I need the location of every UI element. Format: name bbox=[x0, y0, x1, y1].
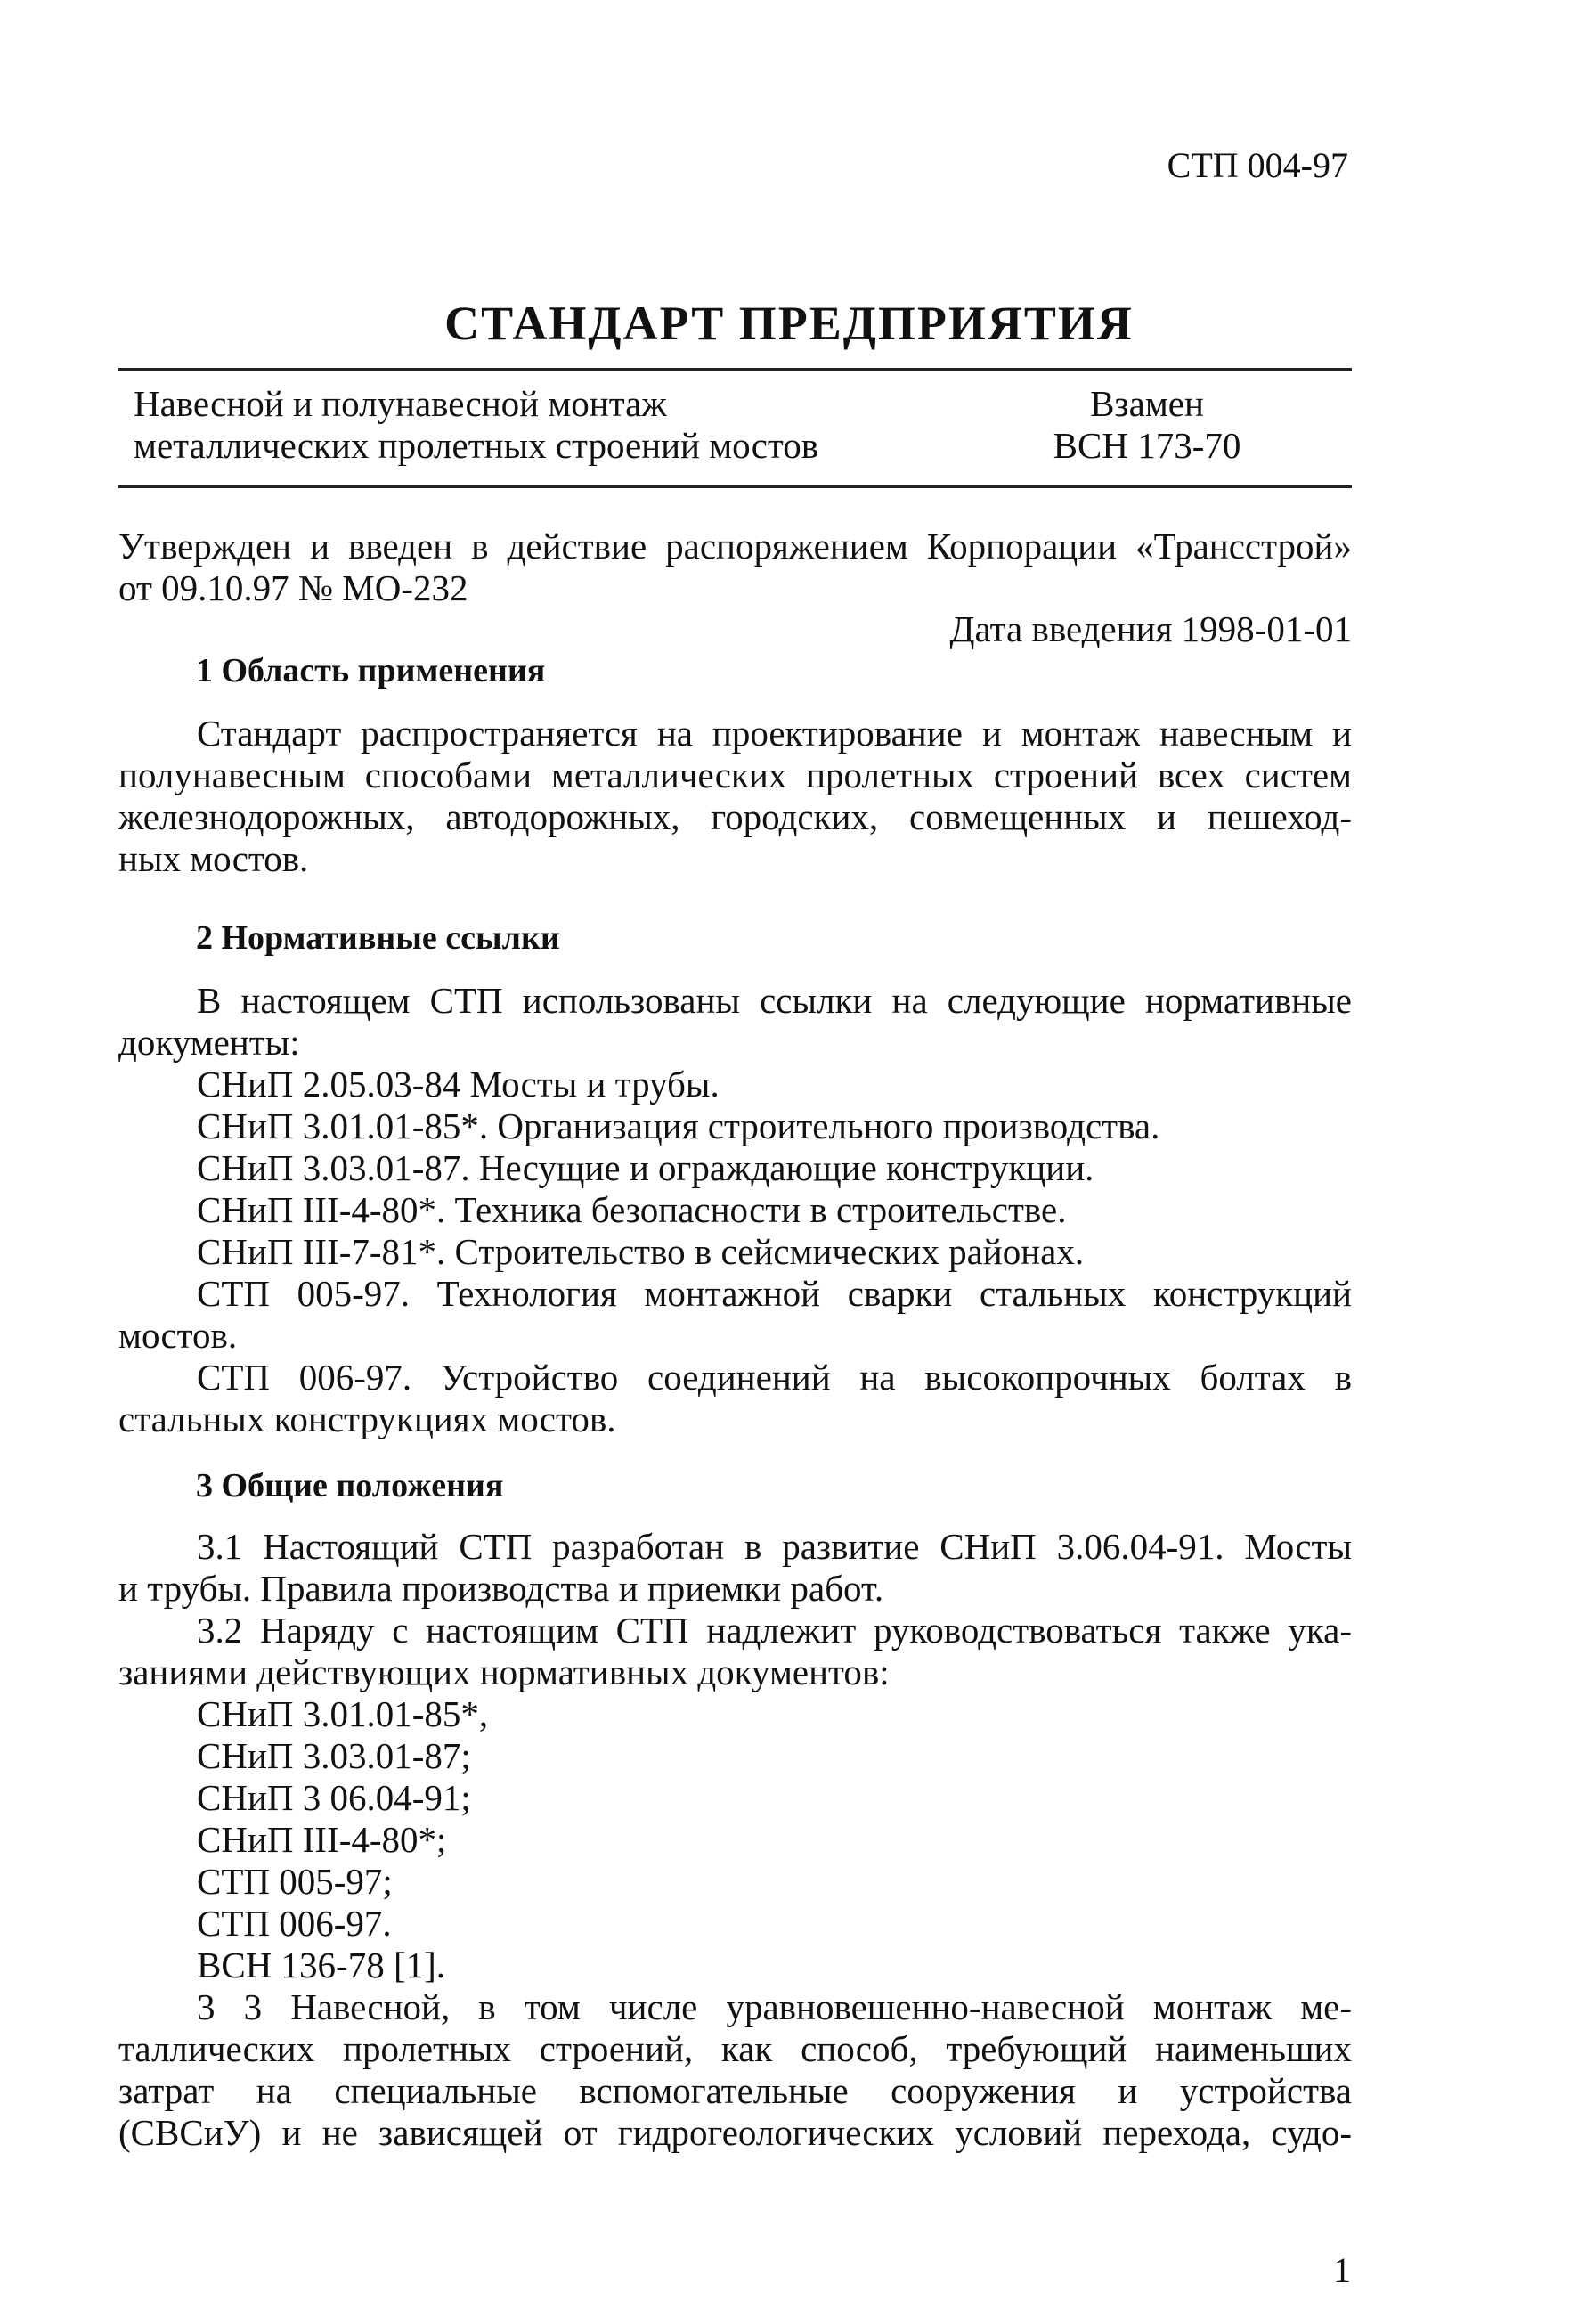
reference-item: СТП 006-97. bbox=[197, 1903, 392, 1944]
divider-top bbox=[118, 368, 1352, 371]
section-body bbox=[118, 713, 1352, 880]
text-line: заниями действующих нормативных документов: bbox=[118, 1651, 890, 1692]
reference-item: СНиП III-4-80*. Техника безопасности в строительстве. bbox=[197, 1189, 1067, 1230]
replaces-block bbox=[1031, 383, 1263, 467]
document-subject bbox=[134, 383, 980, 467]
text-line: стальных конструкциях мостов. bbox=[118, 1398, 616, 1439]
document-title: СТАНДАРТ ПРЕДПРИЯТИЯ bbox=[444, 297, 1134, 350]
section-title: 2 Нормативные ссылки bbox=[196, 919, 560, 957]
text-line: документы: bbox=[118, 1022, 300, 1063]
text-line: (СВСиУ) и не зависящей от гидрогеологических условий перехода, судо- bbox=[118, 2112, 1352, 2153]
reference-item: СНиП 3.03.01-87. Несущие и ограждающие конструкции. bbox=[197, 1147, 1094, 1188]
text-line: 3 3 Навесной, в том числе уравновешенно-навесной монтаж ме- bbox=[197, 1986, 1352, 2027]
reference-item: СТП 005-97. Технология монтажной сварки стальных конструкций bbox=[197, 1273, 1352, 1314]
replaces-code: ВСН 173-70 bbox=[1053, 425, 1241, 466]
section-title: 1 Область применения bbox=[196, 652, 546, 689]
approval-statement bbox=[118, 526, 1352, 609]
text-line: мостов. bbox=[118, 1315, 238, 1356]
approval-line: от 09.10.97 № МО-232 bbox=[118, 567, 468, 608]
divider-bottom bbox=[118, 485, 1352, 488]
document-subject-line: Навесной и полунавесной монтаж bbox=[134, 383, 667, 424]
reference-item: СНиП 3 06.04-91; bbox=[197, 1777, 471, 1818]
section-title: 3 Общие положения bbox=[196, 1467, 504, 1504]
reference-item: СНиП 3.01.01-85*, bbox=[197, 1693, 489, 1734]
text-line: железнодорожных, автодорожных, городских, совмещенных и пешеход- bbox=[118, 796, 1352, 837]
text-line: и трубы. Правила производства и приемки работ. bbox=[118, 1568, 884, 1609]
text-line: Стандарт распространяется на проектирование и монтаж навесным и bbox=[197, 713, 1352, 754]
text-line: В настоящем СТП использованы ссылки на следующие нормативные bbox=[197, 980, 1352, 1021]
reference-item: СНиП 2.05.03-84 Мосты и трубы. bbox=[197, 1064, 720, 1105]
text-line: таллических пролетных строений, как способ, требующий наименьших bbox=[118, 2028, 1352, 2069]
text-line: 3.2 Наряду с настоящим СТП надлежит руководствоваться также ука- bbox=[197, 1610, 1352, 1651]
text-line: затрат на специальные вспомогательные сооружения и устройства bbox=[118, 2070, 1352, 2111]
introduction-date: Дата введения 1998-01-01 bbox=[949, 608, 1352, 649]
document-code: СТП 004-97 bbox=[1167, 145, 1348, 185]
approval-line: Утвержден и введен в действие распоряжением Корпорации «Трансстрой» bbox=[118, 526, 1352, 567]
text-line: ных мостов. bbox=[118, 838, 309, 879]
reference-item: СНиП III-4-80*; bbox=[197, 1819, 447, 1860]
section-body bbox=[118, 1526, 1352, 2154]
text-line: полунавесным способами металлических пролетных строений всех систем bbox=[118, 754, 1352, 795]
reference-item: СНиП III-7-81*. Строительство в сейсмических районах. bbox=[197, 1231, 1085, 1272]
reference-item: ВСН 136-78 [1]. bbox=[197, 1945, 446, 1986]
reference-item: СТП 005-97; bbox=[197, 1861, 393, 1902]
reference-item: СНиП 3.03.01-87; bbox=[197, 1735, 471, 1776]
text-line: 3.1 Настоящий СТП разработан в развитие СНиП 3.06.04-91. Мосты bbox=[197, 1526, 1352, 1567]
page-number: 1 bbox=[1333, 2250, 1351, 2290]
reference-item: СТП 006-97. Устройство соединений на высокопрочных болтах в bbox=[197, 1357, 1352, 1398]
section-body bbox=[118, 980, 1352, 1440]
replaces-label: Взамен bbox=[1090, 383, 1204, 424]
reference-item: СНиП 3.01.01-85*. Организация строительного производства. bbox=[197, 1105, 1160, 1146]
document-subject-line: металлических пролетных строений мостов bbox=[134, 425, 819, 466]
